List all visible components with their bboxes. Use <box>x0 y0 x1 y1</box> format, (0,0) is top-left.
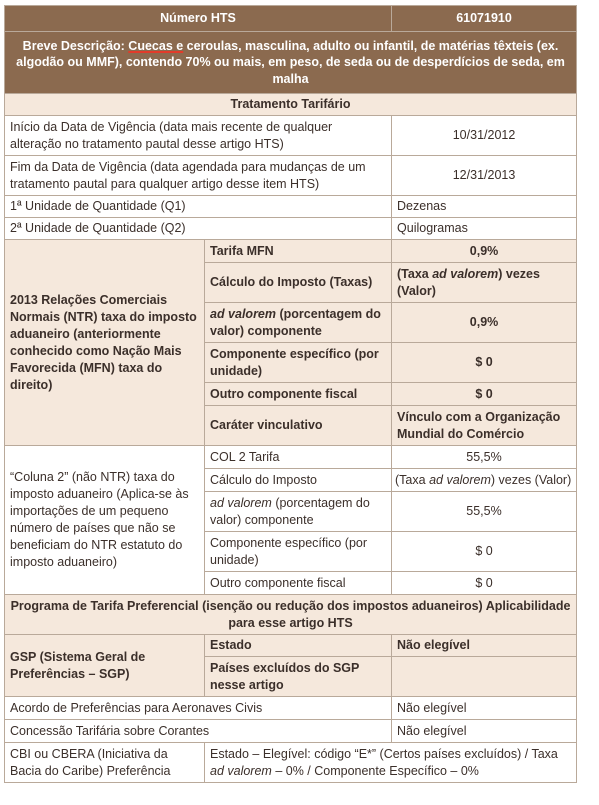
start-date-value: 10/31/2012 <box>392 116 577 156</box>
ntr-calc-value: (Taxa ad valorem) vezes (Valor) <box>392 263 577 303</box>
aircraft-label: Acordo de Preferências para Aeronaves Civis <box>5 697 392 720</box>
col2-adval-label: ad valorem (porcentagem do valor) componente <box>205 492 392 532</box>
description-prefix: Breve Descrição: <box>22 38 129 53</box>
col2-calc-label: Cálculo do Imposto <box>205 469 392 492</box>
ntr-calc-label: Cálculo do Imposto (Taxas) <box>205 263 392 303</box>
col2-rate-value: 55,5% <box>392 446 577 469</box>
col2-calc-value: (Taxa ad valorem) vezes (Valor) <box>392 469 577 492</box>
gsp-label: GSP (Sistema Geral de Preferências – SGP) <box>5 635 205 697</box>
gsp-excluded-label: Países excluídos do SGP nesse artigo <box>205 657 392 697</box>
gsp-status-label: Estado <box>205 635 392 657</box>
preferential-title: Programa de Tarifa Preferencial (isenção ou redução dos impostos aduaneiros) Aplicabilidade para esse artigo HTS <box>5 595 577 635</box>
start-date-label: Início da Data de Vigência (data mais recente de qualquer alteração no tratamento pautal desse artigo HTS) <box>5 116 392 156</box>
hts-number-label: Número HTS <box>5 6 392 32</box>
ntr-specific-value: $ 0 <box>392 343 577 383</box>
q2-label: 2ª Unidade de Quantidade (Q2) <box>5 218 392 240</box>
ntr-other-label: Outro componente fiscal <box>205 383 392 406</box>
ntr-specific-label: Componente específico (por unidade) <box>205 343 392 383</box>
col2-specific-value: $ 0 <box>392 532 577 572</box>
description-highlight: Cuecas e <box>128 38 184 53</box>
aircraft-value: Não elegível <box>392 697 577 720</box>
end-date-label: Fim da Data de Vigência (data agendada para mudanças de um tratamento pautal para qualquer artigo desse item HTS) <box>5 156 392 196</box>
corantes-value: Não elegível <box>392 720 577 743</box>
cbi-label: CBI ou CBERA (Iniciativa da Bacia do Caribe) Preferência <box>5 743 205 783</box>
col2-specific-label: Componente específico (por unidade) <box>205 532 392 572</box>
col2-label: “Coluna 2” (não NTR) taxa do imposto aduaneiro (Aplica-se às importações de um pequeno número de países que não se beneficiam do NTR estatuto do imposto aduaneiro) <box>5 446 205 595</box>
end-date-value: 12/31/2013 <box>392 156 577 196</box>
col2-rate-label: COL 2 Tarifa <box>205 446 392 469</box>
q2-value: Quilogramas <box>392 218 577 240</box>
ntr-adval-label: ad valorem (porcentagem do valor) componente <box>205 303 392 343</box>
ntr-other-value: $ 0 <box>392 383 577 406</box>
col2-other-value: $ 0 <box>392 572 577 595</box>
corantes-label: Concessão Tarifária sobre Corantes <box>5 720 392 743</box>
description-rest: ceroulas, masculina, adulto ou infantil, de matérias têxteis (ex. algodão ou MMF), contendo 70% ou mais, em peso, de seda ou de desperdícios de seda, em malha <box>16 38 565 86</box>
col2-adval-value: 55,5% <box>392 492 577 532</box>
cbi-value: Estado – Elegível: código “E*” (Certos países excluídos) / Taxa ad valorem – 0% / Componente Específico – 0% <box>205 743 577 783</box>
ntr-label: 2013 Relações Comerciais Normais (NTR) taxa do imposto aduaneiro (anteriormente conhecido como Nação Mais Favorecida (MFN) taxa do direito) <box>5 240 205 446</box>
q1-value: Dezenas <box>392 196 577 218</box>
hts-number-value: 61071910 <box>392 6 577 32</box>
ntr-binding-label: Caráter vinculativo <box>205 406 392 446</box>
tariff-section-title: Tratamento Tarifário <box>5 94 577 116</box>
ntr-binding-value: Vínculo com a Organização Mundial do Comércio <box>392 406 577 446</box>
ntr-mfn-value: 0,9% <box>392 240 577 263</box>
brief-description <box>5 32 577 94</box>
q1-label: 1ª Unidade de Quantidade (Q1) <box>5 196 392 218</box>
gsp-status-value: Não elegível <box>392 635 577 657</box>
col2-other-label: Outro componente fiscal <box>205 572 392 595</box>
ntr-mfn-label: Tarifa MFN <box>205 240 392 263</box>
gsp-excluded-value <box>392 657 577 697</box>
hts-table <box>4 5 577 783</box>
ntr-adval-value: 0,9% <box>392 303 577 343</box>
